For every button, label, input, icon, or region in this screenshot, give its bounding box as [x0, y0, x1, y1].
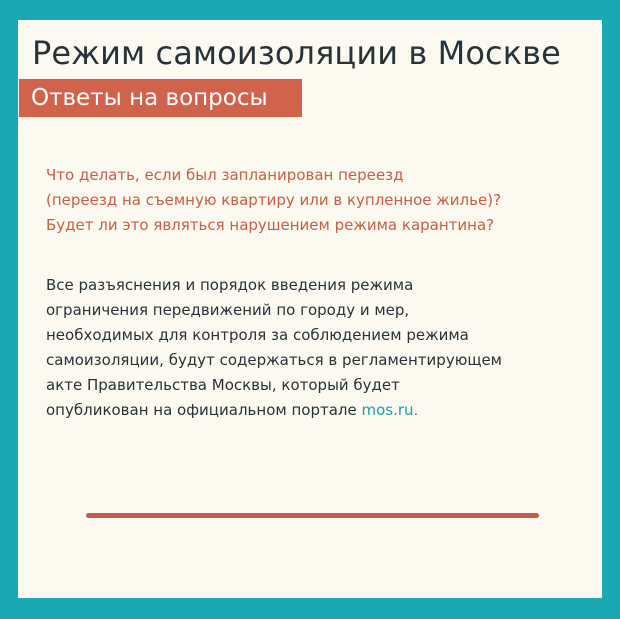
answer-line: самоизоляции, будут содержаться в регламентирующем — [46, 351, 502, 369]
answer-text — [46, 273, 594, 423]
question-line: (переезд на съемную квартиру или в купленное жилье)? — [46, 191, 502, 209]
question-text — [46, 163, 594, 238]
question-line: Будет ли это являться нарушением режима карантина? — [46, 216, 495, 234]
answer-last-line-text: опубликован на официальном портале — [46, 401, 362, 419]
answer-last-line — [46, 398, 594, 423]
answer-line: Все разъяснения и порядок введения режима — [46, 276, 414, 294]
subtitle-banner — [18, 78, 303, 118]
page-title: Режим самоизоляции в Москве — [32, 34, 561, 72]
answer-line: ограничения передвижений по городу и мер, — [46, 301, 410, 319]
divider-line — [86, 513, 539, 518]
mos-ru-link[interactable]: mos.ru. — [361, 401, 419, 419]
answer-line: необходимых для контроля за соблюдением режима — [46, 326, 469, 344]
answer-line: акте Правительства Москвы, который будет — [46, 376, 400, 394]
question-line: Что делать, если был запланирован переезд — [46, 166, 404, 184]
content-card — [18, 20, 602, 598]
subtitle-text: Ответы на вопросы — [31, 85, 268, 111]
